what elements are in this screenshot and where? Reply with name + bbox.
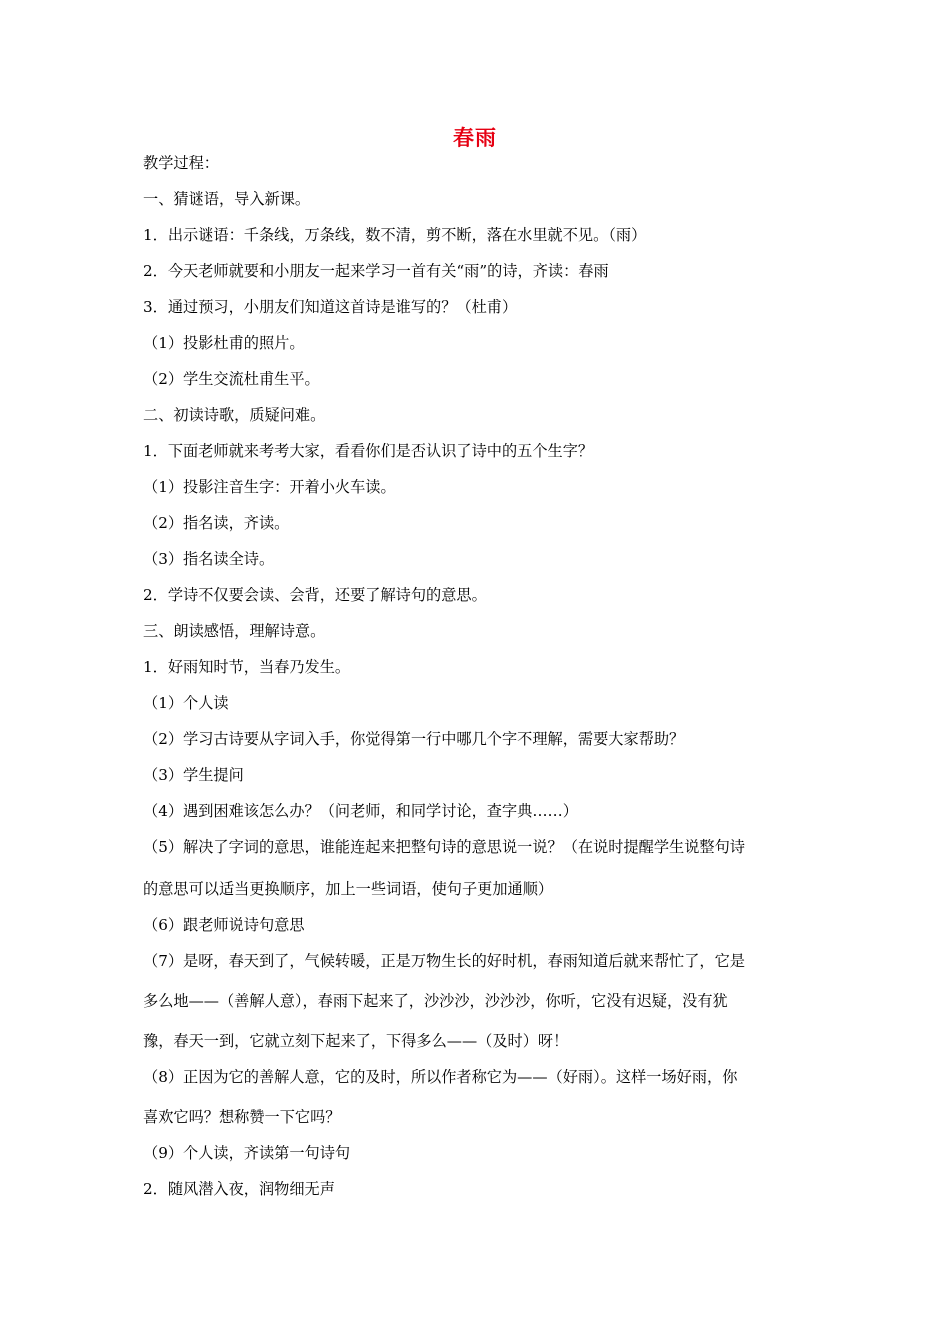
- paragraph: （2）学习古诗要从字词入手，你觉得第一行中哪几个字不理解，需要大家帮助？: [143, 730, 685, 748]
- paragraph: （2）学生交流杜甫生平。: [143, 370, 320, 388]
- paragraph: （6）跟老师说诗句意思: [143, 916, 305, 934]
- section-heading: 二、初读诗歌，质疑问难。: [143, 406, 326, 424]
- paragraph-continuation: 豫，春天一到，它就立刻下起来了，下得多么——（及时）呀！: [143, 1032, 569, 1050]
- paragraph-continuation: 的意思可以适当更换顺序，加上一些词语，使句子更加通顺）: [143, 880, 554, 898]
- section-heading: 三、朗读感悟，理解诗意。: [143, 622, 326, 640]
- paragraph: （8）正因为它的善解人意，它的及时，所以作者称它为——（好雨）。这样一场好雨，你: [143, 1068, 738, 1086]
- section-heading: 一、猜谜语，导入新课。: [143, 190, 311, 208]
- paragraph: （5）解决了字词的意思，谁能连起来把整句诗的意思说一说？（在说时提醒学生说整句诗: [143, 838, 745, 856]
- paragraph: （1）个人读: [143, 694, 229, 712]
- document-body: [143, 150, 813, 1212]
- paragraph: （7）是呀，春天到了，气候转暖，正是万物生长的好时机，春雨知道后就来帮忙了，它是: [143, 952, 745, 970]
- paragraph: 2．随风潜入夜，润物细无声: [143, 1180, 335, 1198]
- paragraph: （2）指名读，齐读。: [143, 514, 290, 532]
- document-title: 春雨: [453, 125, 497, 150]
- paragraph: （9）个人读，齐读第一句诗句: [143, 1144, 351, 1162]
- paragraph: （4）遇到困难该怎么办？（问老师，和同学讨论，查字典……）: [143, 802, 578, 820]
- paragraph: 3．通过预习，小朋友们知道这首诗是谁写的？（杜甫）: [143, 298, 518, 316]
- paragraph-continuation: 多么地——（善解人意），春雨下起来了，沙沙沙，沙沙沙，你听，它没有迟疑，没有犹: [143, 992, 728, 1010]
- paragraph: （1）投影杜甫的照片。: [143, 334, 305, 352]
- paragraph: 2．学诗不仅要会读、会背，还要了解诗句的意思。: [143, 586, 487, 604]
- paragraph: 2．今天老师就要和小朋友一起来学习一首有关“雨”的诗，齐读：春雨: [143, 262, 609, 280]
- paragraph-continuation: 喜欢它吗？想称赞一下它吗？: [143, 1108, 341, 1126]
- paragraph: 教学过程：: [143, 154, 219, 172]
- paragraph: （1）投影注音生字：开着小火车读。: [143, 478, 396, 496]
- paragraph: （3）学生提问: [143, 766, 244, 784]
- paragraph: 1．下面老师就来考考大家，看看你们是否认识了诗中的五个生字？: [143, 442, 594, 460]
- paragraph: 1．好雨知时节，当春乃发生。: [143, 658, 351, 676]
- paragraph: 1．出示谜语：千条线，万条线，数不清，剪不断，落在水里就不见。（雨）: [143, 226, 647, 244]
- paragraph: （3）指名读全诗。: [143, 550, 275, 568]
